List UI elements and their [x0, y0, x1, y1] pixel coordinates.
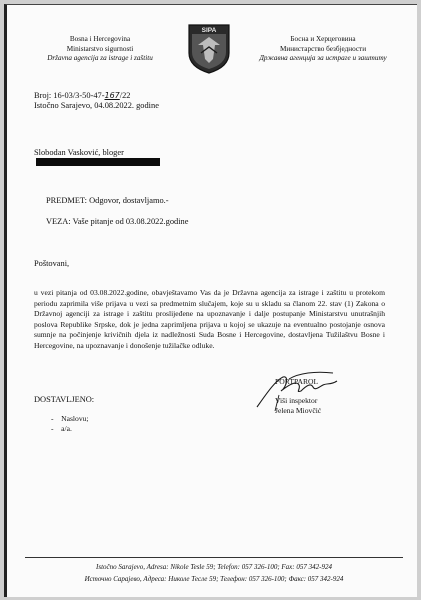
reference-broj: Broj: 16-03/3-50-47- [34, 91, 105, 100]
footer-divider [25, 557, 403, 558]
dostavljeno-list [51, 414, 89, 434]
logo-text: SIPA [201, 27, 217, 34]
footer-cyrillic: Источно Сарајево, Адреса: Николе Тесле 59; Телефон: 057 326-100; Факс: 057 342-924 [84, 575, 344, 583]
subject: PREDMET: Odgovor, dostavljamo.- [46, 196, 169, 205]
header-left-agency: Državna agencija za istrage i zaštitu [47, 54, 153, 62]
header-left [25, 35, 175, 64]
dostavljeno-item: - Naslovu; [51, 414, 89, 423]
sipa-logo [187, 23, 231, 75]
header-left-country: Bosna i Hercegovina [69, 35, 131, 43]
signature-role: PORTPAROL [275, 377, 319, 386]
body-text: u vezi pitanja od 03.08.2022.godine, obavještavamo Vas da je Državna agencija za istrage i zaštitu u protekom periodu zaprimila više prijava u vezi sa predmetnim slučajem, koje su u skladu sa članom 22. stav (1) Zakona o Državnoj agenciji za istrage i zaštitu proslijeđene na upoznavanje i dalje postupanje Ministarstvu unutrašnjih poslova Republike Srpske, dok je jedna zaprimljena prijava u kojoj se ukazuje na eventualno postojanje osnova sumnje na počinjenje krivičnih djela iz nadležnosti Suda Bosne i Hercegovine, dostavljena Tužilaštvu Bosne i Hercegovine, na upoznavanje i donošenje tužilačke odluke. [34, 288, 385, 350]
body-paragraph [34, 288, 385, 352]
place-date: Istočno Sarajevo, 04.08.2022. godine [34, 101, 159, 110]
reference-link: VEZA: Vaše pitanje od 03.08.2022.godine [46, 217, 189, 226]
handwritten-signature [253, 367, 343, 413]
sipa-emblem-icon [187, 23, 231, 75]
letter-page [4, 4, 417, 597]
signature-name: Jelena Miovčić [275, 406, 322, 415]
signature-title: Viši inspektor [275, 396, 318, 405]
header-right-ministry: Министарство безбједности [279, 44, 367, 53]
greeting: Poštovani, [34, 259, 70, 268]
redaction-bar [36, 158, 160, 166]
reference-suffix: /22 [119, 91, 131, 100]
footer-latin: Istočno Sarajevo, Adresa: Nikole Tesle 59; Telefon: 057 326-100; Fax: 057 342-924 [96, 563, 332, 571]
reference-handwritten: 167 [104, 91, 120, 100]
dostavljeno-title: DOSTAVLJENO: [34, 395, 95, 404]
recipient: Slobodan Vasković, bloger [34, 148, 124, 157]
header-right-country: Босна и Херцеговина [290, 35, 356, 43]
dostavljeno-item: - a/a. [51, 424, 72, 433]
header-right-agency: Државна агенција за истраге и заштиту [259, 54, 387, 62]
header-right [243, 35, 403, 64]
header-left-ministry: Ministarstvo sigurnosti [66, 44, 134, 53]
